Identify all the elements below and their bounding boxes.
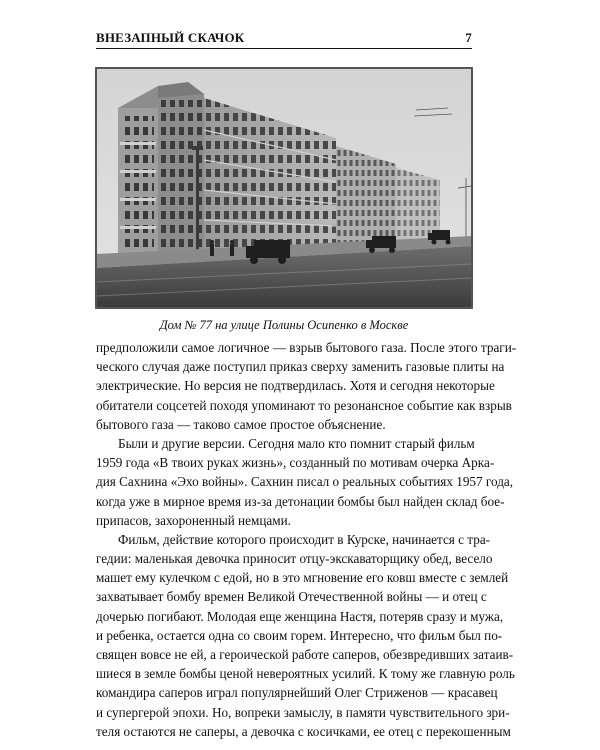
running-head: [96, 26, 472, 46]
text-line: бытового газа — таково самое простое объяснение.: [96, 416, 386, 432]
page-number: 7: [465, 30, 472, 45]
text-line: захватывает бомбу времен Великой Отечественной войны — и отец с: [96, 589, 487, 605]
body-text: [96, 338, 517, 741]
paragraph-3: [96, 530, 515, 741]
text-line: машет ему кулечком с едой, но в это мгновение его ковш вместе с землей: [96, 570, 509, 586]
text-line: ческого случая даже поступил приказ сверху заменить газовые плиты на: [96, 359, 505, 375]
text-line: священ вовсе не ей, а героической работе саперов, обезвредивших затаив-: [96, 647, 514, 662]
text-line: 1959 года «В твоих руках жизнь», созданный по мотивам очерка Арка-: [96, 455, 495, 471]
text-line: предположили самое логичное — взрыв бытового газа. После этого траги-: [96, 340, 517, 355]
text-line: обитатели соцсетей походя упоминают то резонансное событие как взрыв: [96, 397, 512, 413]
text-line: дочерью погибают. Молодая еще женщина Настя, потеряв сразу и мужа,: [96, 608, 504, 624]
text-line: дия Сахнина «Эхо войны». Сахнин писал о реальных событиях 1957 года,: [96, 474, 514, 490]
text-line: теля остаются не саперы, а девочка с косичками, ее отец с перекошенным: [96, 723, 511, 739]
photo-caption: Дом № 77 на улице Полины Осипенко в Москве: [159, 318, 409, 332]
header-rule: [96, 48, 472, 49]
text-line: командира саперов играл популярнейший Олег Стриженов — красавец: [96, 685, 498, 701]
text-line: Фильм, действие которого происходит в Курске, начинается с тра-: [118, 531, 491, 547]
text-line: и супергерой эпохи. Но, вопреки замыслу, в памяти чувствительного зри-: [96, 704, 510, 720]
text-line: когда уже в мирное время из-за детонации бомбы был найден склад бое-: [96, 493, 505, 509]
text-line: Были и другие версии. Сегодня мало кто помнит старый фильм: [118, 435, 475, 451]
paragraph-1: [96, 338, 517, 434]
text-line: шиеся в земле бомбы ценой невероятных усилий. К тому же главную роль: [96, 666, 515, 682]
paragraph-2: [96, 434, 514, 530]
text-line: электрические. Но версия не подтвердилась. Хотя и сегодня некоторые: [96, 378, 495, 394]
chapter-title: ВНЕЗАПНЫЙ СКАЧОК: [96, 30, 245, 45]
building-photo: [96, 68, 472, 308]
text-line: и ребенка, остается одна со своим горем. Интересно, что фильм был по-: [96, 627, 503, 643]
text-line: припасов, захороненный немцами.: [96, 512, 291, 528]
text-line: гедии: маленькая девочка приносит отцу-экскаваторщику обед, весело: [96, 551, 493, 567]
